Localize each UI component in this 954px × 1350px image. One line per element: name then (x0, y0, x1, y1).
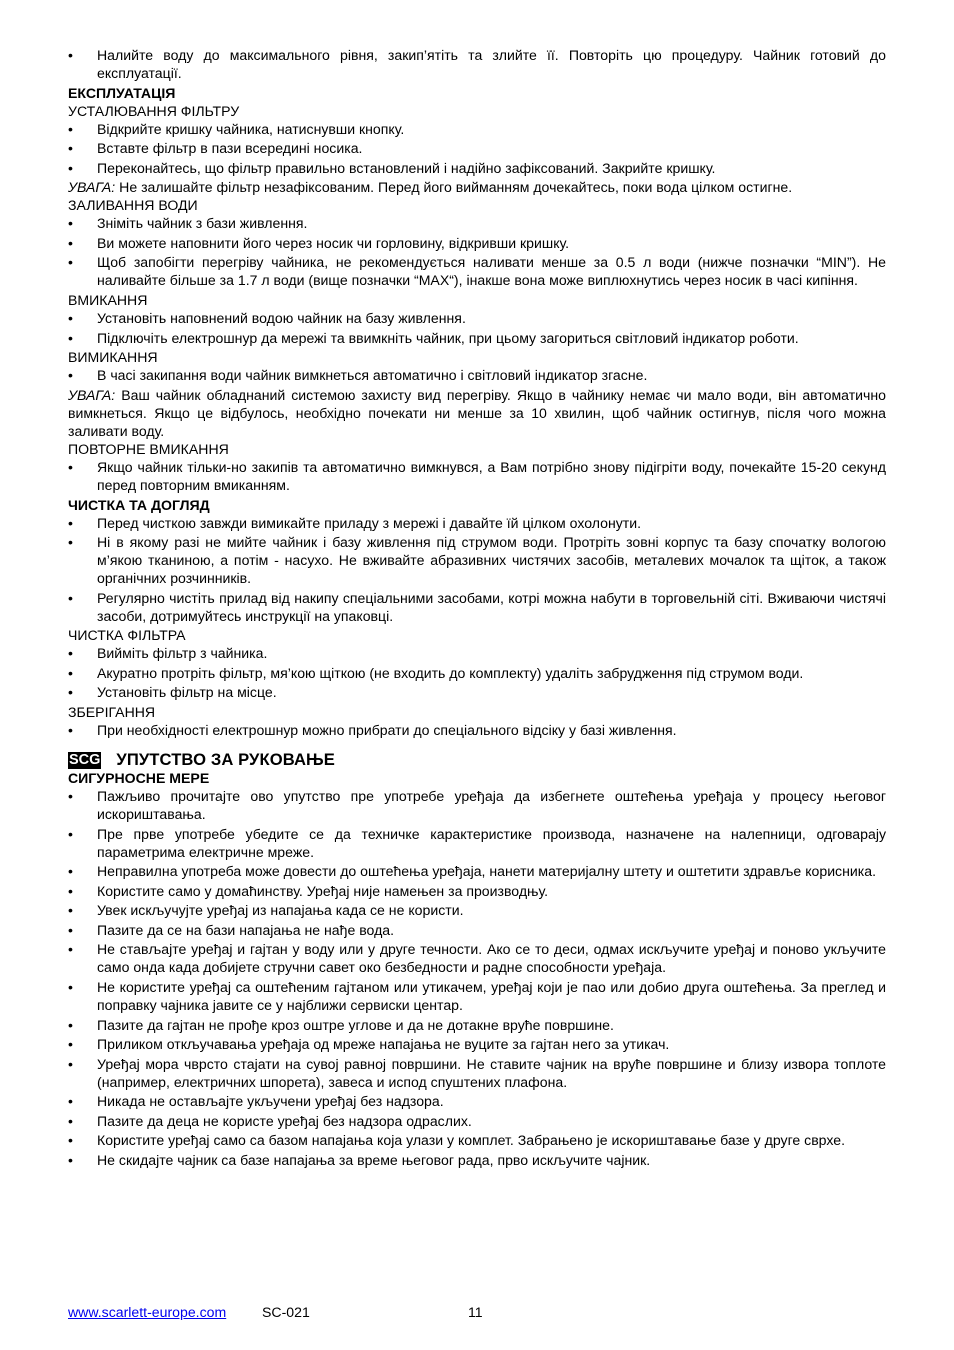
storage-heading: ЗБЕРІГАННЯ (68, 703, 156, 720)
bullet-icon: • (68, 234, 73, 251)
list-item (68, 1112, 886, 1130)
bullet-icon: • (68, 978, 73, 995)
model-number: SC-021 (262, 1304, 310, 1320)
list-item-text: Переконайтесь, що фільтр правильно встановлений і надійно зафіксований. Закрийте кришку. (97, 159, 716, 176)
list-item-text: Користите само у домаћинству. Уређај није намењен за производњу. (97, 882, 549, 899)
list-item (68, 309, 886, 327)
list-item-text: Никада не остављајте укључени уређај без надзора. (97, 1093, 444, 1110)
filter-install-list (68, 120, 886, 177)
list-item-text: Установіть наповнений водою чайник на базу живлення. (97, 310, 466, 327)
list-item (68, 1151, 886, 1169)
list-item (68, 721, 886, 739)
switch-on-list (68, 309, 886, 347)
list-item (68, 120, 886, 138)
filter-clean-heading: ЧИСТКА ФІЛЬТРА (68, 627, 186, 644)
list-item (68, 329, 886, 347)
page-number: 11 (468, 1304, 483, 1320)
intro-list (68, 46, 886, 82)
overheat-note (68, 386, 886, 440)
bullet-icon: • (68, 1036, 73, 1053)
list-item-text: Якщо чайник тільки-но закипів та автоматично вимкнувся, а Вам потрібно знову підігріти воду, почекайте 15-20 секунд перед повторним вмиканням. (97, 458, 886, 494)
bullet-icon: • (68, 1016, 73, 1033)
reswitch-list (68, 458, 886, 494)
bullet-icon: • (68, 722, 73, 739)
list-item (68, 253, 886, 289)
list-item-text: Не користите уређај са оштећеним гајтаном или утикачем, уређај који је пао или добио друга оштећења. За преглед и поправку чајника јавите се у најближи сервиски центар. (97, 978, 886, 1014)
list-item (68, 139, 886, 157)
scg-section-header (68, 751, 886, 769)
safety-heading: СИГУРНОСНЕ МЕРЕ (68, 770, 210, 787)
list-item (68, 589, 886, 625)
list-item-text: Щоб запобігти перегріву чайника, не рекомендується наливати менше за 0.5 л води (нижче позначки “MIN”). Не наливайте більше за 1.7 л води (вище позначки “MAX“), інакше вона може виплюхнутись через носик в часі кипіння. (97, 254, 886, 289)
list-item-text: Акуратно протріть фільтр, мя’кою щіткою (не входить до комплекту) удаліть забрудження під струмом води. (97, 664, 804, 681)
bullet-icon: • (68, 921, 73, 938)
bullet-icon: • (68, 329, 73, 346)
bullet-icon: • (68, 1093, 73, 1110)
note-text: Не залишайте фільтр незафіксованим. Перед його вийманням дочекайтесь, поки вода цілком остигне. (115, 179, 793, 196)
list-item (68, 940, 886, 976)
list-item-text: Пре прве употребе убедите се да техничке карактеристике производа, назначене на налепници, одговарају параметрима електричне мреже. (97, 825, 886, 860)
list-item-text: При необхідності електрошнур можно прибрати до спеціального відсіку у базі живлення. (97, 722, 677, 739)
list-item-text: Установіть фільтр на місце. (97, 684, 277, 701)
list-item (68, 882, 886, 900)
list-item (68, 1035, 886, 1053)
list-item (68, 683, 886, 701)
list-item (68, 458, 886, 494)
list-item (68, 214, 886, 232)
list-item (68, 533, 886, 587)
list-item-text: Приликом откључавања уређаја од мреже напајања не вуците за гајтан него за утикач. (97, 1036, 670, 1053)
list-item-text: Пазите да гајтан не прође кроз оштре углове и да не дотакне вруће површине. (97, 1016, 614, 1033)
bullet-icon: • (68, 514, 73, 531)
bullet-icon: • (68, 1151, 73, 1168)
bullet-icon: • (68, 159, 73, 176)
list-item-text: Ви можете наповнити його через носик чи горловину, відкривши кришку. (97, 234, 570, 251)
list-item-text: Вставте фільтр в пази всередині носика. (97, 140, 363, 157)
bullet-icon: • (68, 863, 73, 880)
list-item-text: Уређај мора чврсто стајати на сувој равној површини. Не ставите чајник на вруће површине и близу извора топлоте (например, електричних шпорета), завеса и испод спуштених плафона. (97, 1055, 886, 1090)
note-text: Ваш чайник обладнаний системою захисту вид перегріву. Якщо в чайнику немає чи мало води, він автоматично вимкнеться. Якщо це відбулось, необхідно почекати ни менше за 10 хвилин, щоб чайник остигнув, після чого можна заливати воду. (68, 386, 886, 439)
list-item-text: Неправилна употреба може довести до оштећења уређаја, нанети материјалну штету и оштетити здравље корисника. (97, 863, 876, 880)
list-item-text: Ні в якому разі не мийте чайник і базу живлення під струмом води. Протріть зовні корпус та базу спочатку вологою м’якою тканиною, а потім - насухо. Не вживайте абразивних чистячих засобів, металевих мочалок та щіток, а також органічних розчинників. (97, 534, 886, 587)
list-item (68, 787, 886, 823)
bullet-icon: • (68, 1112, 73, 1129)
list-item (68, 1016, 886, 1034)
bullet-icon: • (68, 534, 73, 551)
filter-install-heading: УСТАЛЮВАННЯ ФІЛЬТРУ (68, 102, 240, 119)
list-item (68, 159, 886, 177)
list-item-text: Перед чисткою завжди вимикайте приладу з мережі і давайте їй цілком охолонути. (97, 514, 642, 531)
bullet-icon: • (68, 1132, 73, 1149)
list-item-text: Користите уређај само са базом напајања која улази у комплет. Забрањено је искориштавање базе у друге сврхе. (97, 1132, 846, 1149)
list-item-text: Регулярно чистіть прилад від накипу спеціальними засобами, котрі можна набути в торговельній сіті. Вживаючи чистячі засоби, дотримуйтесь инструкції на упаковці. (97, 589, 886, 624)
bullet-icon: • (68, 882, 73, 899)
bullet-icon: • (68, 1055, 73, 1072)
list-item (68, 978, 886, 1014)
list-item-text: Не стављајте уређај и гајтан у воду или у друге течности. Ако се то деси, одмах искључите уређај и поново укључите само онда када добијете стручни савет око безбедности и радне способности уређаја. (97, 941, 886, 976)
list-item (68, 862, 886, 880)
list-item-text: Пазите да деца не користе уређај без надзора одраслих. (97, 1112, 472, 1129)
safety-list (68, 787, 886, 1168)
filter-clean-list (68, 644, 886, 701)
list-item (68, 1131, 886, 1149)
list-item (68, 234, 886, 252)
list-item-text: В часі закипання води чайник вимкнеться автоматично і світловий індикатор згасне. (97, 367, 648, 384)
bullet-icon: • (68, 215, 73, 232)
bullet-icon: • (68, 367, 73, 384)
switch-off-list (68, 366, 886, 384)
list-item (68, 366, 886, 384)
list-item: • Налийте воду до максимального рівня, закип’ятіть та злийте її. Повторіть цю процедуру. Чайник готовий до експлуатації. (68, 47, 886, 82)
bullet-icon: • (68, 684, 73, 701)
language-badge: SCG (69, 751, 101, 768)
list-item-text: Підключіть електрошнур да мережі та ввимкніть чайник, при цьому загориться світловий індикатор роботи. (97, 329, 799, 346)
website-link[interactable]: www.scarlett-europe.com (68, 1304, 227, 1320)
cleaning-heading: ЧИСТКА ТА ДОГЛЯД (68, 496, 210, 513)
switch-on-heading: ВМИКАННЯ (68, 291, 148, 308)
bullet-icon: • (68, 140, 73, 157)
list-item-text: Пажљиво прочитајте ово упутство пре употребе уређаја да избегнете оштећења уређаја у процесу његовог искориштавања. (97, 788, 886, 823)
bullet-icon: • (68, 645, 73, 662)
bullet-icon: • (68, 589, 73, 606)
bullet-icon: • (68, 941, 73, 958)
list-item-text: Зніміть чайник з бази живлення. (97, 215, 308, 232)
bullet-icon: • (68, 825, 73, 842)
note-label: УВАГА: (68, 179, 116, 196)
bullet-icon: • (68, 664, 73, 681)
list-item-text: Увек искључујте уређај из напајања када се не користи. (97, 902, 464, 919)
list-item-text: Відкрийте кришку чайника, натиснувши кнопку. (97, 120, 405, 137)
list-item-text: Вийміть фільтр з чайника. (97, 645, 268, 662)
list-item (68, 1055, 886, 1091)
page-footer (68, 1303, 886, 1323)
manual-page (68, 46, 886, 1170)
switch-off-heading: ВИМИКАННЯ (68, 349, 158, 366)
bullet-icon: • (68, 47, 73, 63)
bullet-icon: • (68, 902, 73, 919)
bullet-icon: • (68, 310, 73, 327)
bullet-icon: • (68, 458, 73, 475)
bullet-icon: • (68, 254, 73, 271)
section-title: УПУТСТВО ЗА РУКОВАЊЕ (116, 750, 335, 770)
list-item (68, 514, 886, 532)
list-item (68, 644, 886, 662)
water-fill-list (68, 214, 886, 289)
list-item (68, 901, 886, 919)
storage-list (68, 721, 886, 739)
list-item (68, 1092, 886, 1110)
cleaning-list (68, 514, 886, 625)
water-fill-heading: ЗАЛИВАННЯ ВОДИ (68, 197, 198, 214)
list-item (68, 825, 886, 861)
note-label: УВАГА: (68, 386, 116, 403)
bullet-icon: • (68, 120, 73, 137)
list-item (68, 664, 886, 682)
operation-heading: ЕКСПЛУАТАЦІЯ (68, 84, 176, 101)
bullet-icon: • (68, 788, 73, 805)
list-item-text: Пазите да се на бази напајања не нађе вода. (97, 921, 395, 938)
list-item (68, 921, 886, 939)
reswitch-heading: ПОВТОРНЕ ВМИКАННЯ (68, 440, 229, 457)
list-item-text: Не скидајте чајник са базе напајања за време његовог рада, прво искључите чајник. (97, 1151, 651, 1168)
filter-note (68, 178, 886, 196)
